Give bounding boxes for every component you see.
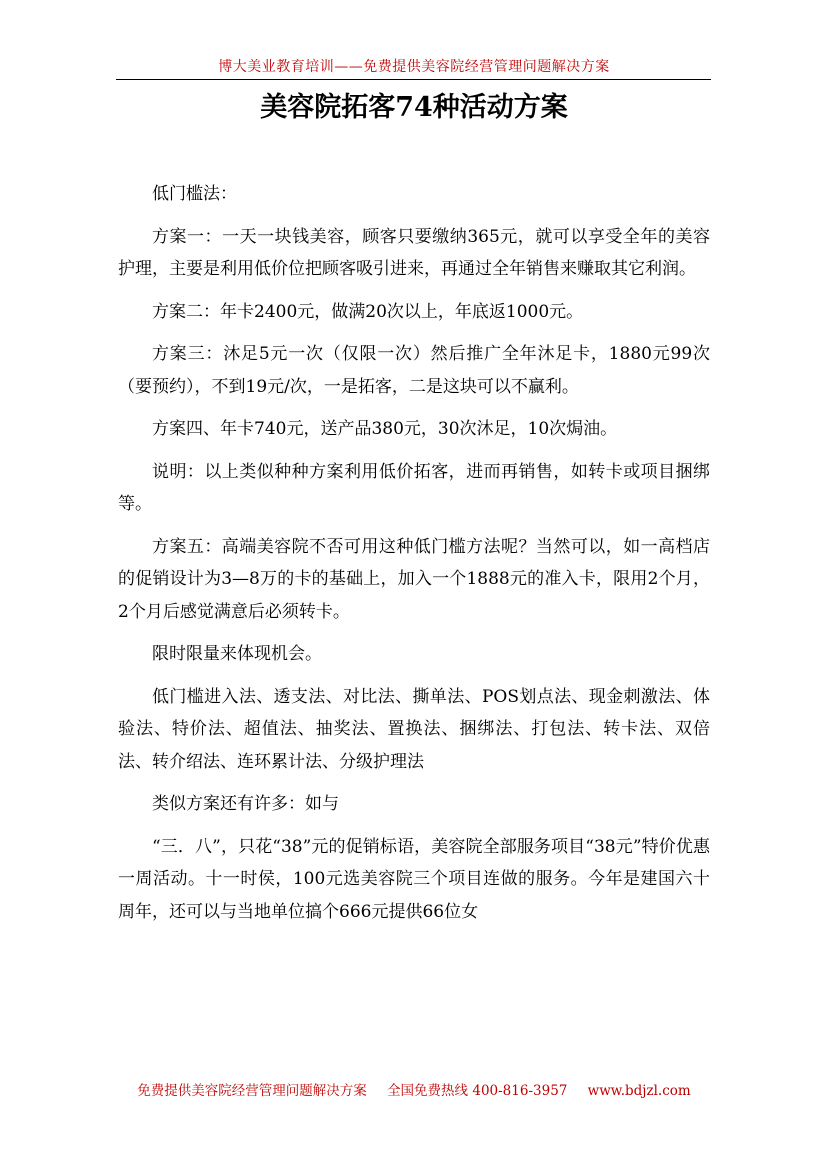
paragraph-note: 说明：以上类似种种方案利用低价拓客，进而再销售，如转卡或项目捆绑等。 — [118, 461, 710, 514]
paragraph-plan-3: 方案三：沐足5元一次（仅限一次）然后推广全年沐足卡，1880元99次（要预约），不到19元/次，一是拓客，二是这块可以不赢利。 — [118, 344, 710, 397]
footer-slogan: 免费提供美容院经营管理问题解决方案 — [137, 1083, 367, 1099]
paragraph-plan-2: 方案二：年卡2400元，做满20次以上，年底返1000元。 — [152, 301, 584, 322]
paragraph-similar-plans: 类似方案还有许多：如与 — [152, 794, 339, 814]
document-body — [118, 178, 710, 938]
header-divider — [116, 79, 711, 80]
footer-website-link[interactable]: www.bdjzl.com — [587, 1083, 691, 1099]
page-header: 博大美业教育培训——免费提供美容院经营管理问题解决方案 — [218, 59, 610, 75]
footer-hotline: 全国免费热线 400-816-3957 — [387, 1083, 568, 1099]
paragraph-plan-4: 方案四、年卡740元，送产品380元，30次沐足，10次焗油。 — [152, 419, 618, 439]
page-footer — [118, 1082, 710, 1100]
paragraph-plan-1: 方案一：一天一块钱美容，顾客只要缴纳365元，就可以享受全年的美容护理，主要是利用低价位把顾客吸引进来，再通过全年销售来赚取其它利润。 — [118, 226, 710, 279]
paragraph-plan-5: 方案五：高端美容院不否可用这种低门槛方法呢？当然可以，如一高档店的促销设计为3—8万的卡的基础上，加入一个1888元的准入卡，限用2个月，2个月后感觉满意后必须转卡。 — [118, 536, 710, 622]
paragraph-low-threshold-heading: 低门槛法： — [152, 184, 237, 204]
document-title: 美容院拓客74种活动方案 — [260, 92, 568, 123]
paragraph-limited-time: 限时限量来体现机会。 — [152, 644, 322, 664]
paragraph-holiday-promo: “三．八”，只花“38”元的促销标语，美容院全部服务项目“38元”特价优惠一周活动。十一时侯，100元选美容院三个项目连做的服务。今年是建国六十周年，还可以与当地单位搞个666元提供66位女 — [118, 836, 710, 922]
paragraph-methods-list: 低门槛进入法、透支法、对比法、撕单法、POS划点法、现金刺激法、体验法、特价法、超值法、抽奖法、置换法、捆绑法、打包法、转卡法、双倍法、转介绍法、连环累计法、分级护理法 — [118, 686, 710, 772]
